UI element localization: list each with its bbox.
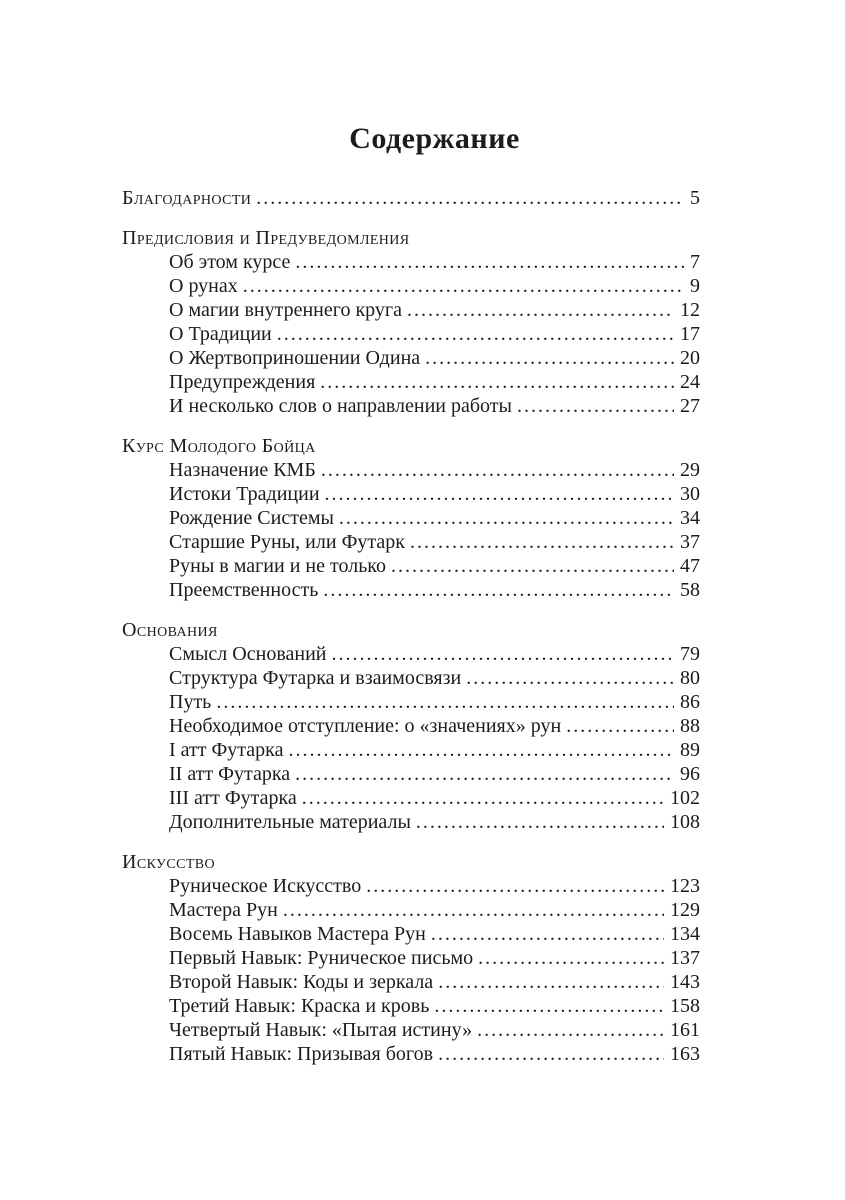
toc-entry-page: 88 — [680, 715, 700, 737]
toc-entry-label: Второй Навык: Коды и зеркала — [169, 971, 434, 993]
toc-section-heading — [122, 850, 700, 874]
toc-section — [122, 434, 700, 602]
toc-leader-dots — [283, 898, 664, 922]
toc-leader-dots — [517, 394, 674, 418]
toc-entry-label: Четвертый Навык: «Пытая истину» — [169, 1019, 473, 1041]
toc-entry-row — [122, 666, 700, 690]
toc-entry-label: Восемь Навыков Мастера Рун — [169, 923, 426, 945]
toc-leader-dots — [295, 250, 684, 274]
toc-section-heading-label: Курс Молодого Бойца — [122, 435, 316, 457]
toc-entry-label: Благодарности — [122, 187, 252, 209]
toc-entry-row — [122, 554, 700, 578]
toc-entry-page: 123 — [670, 875, 700, 897]
toc-leader-dots — [325, 482, 674, 506]
toc-entry-row — [122, 186, 700, 210]
toc-entry-row — [122, 506, 700, 530]
toc-leader-dots — [466, 666, 674, 690]
toc-entry-label: Руническое Искусство — [169, 875, 362, 897]
toc-entry-label: Назначение КМБ — [169, 459, 316, 481]
toc-leader-dots — [478, 946, 664, 970]
toc-entry-label: О Жертвоприношении Одина — [169, 347, 421, 369]
toc-section — [122, 618, 700, 834]
toc-entry-page: 27 — [680, 395, 700, 417]
toc-leader-dots — [425, 346, 674, 370]
toc-entry-page: 29 — [680, 459, 700, 481]
toc-entry-label: Преемственность — [169, 579, 319, 601]
toc-entry-page: 163 — [670, 1043, 700, 1065]
toc-entry-row — [122, 370, 700, 394]
toc-entry-page: 96 — [680, 763, 700, 785]
toc-leader-dots — [407, 298, 674, 322]
toc-entry-page: 24 — [680, 371, 700, 393]
toc-entry-label: Руны в магии и не только — [169, 555, 387, 577]
toc-section-heading-label: Основания — [122, 619, 218, 641]
toc-leader-dots — [323, 578, 674, 602]
toc-entry-row — [122, 922, 700, 946]
toc-section-heading-label: Предисловия и Предуведомления — [122, 227, 410, 249]
toc-leader-dots — [477, 1018, 664, 1042]
toc-entry-row — [122, 994, 700, 1018]
toc-entry-row — [122, 578, 700, 602]
toc-leader-dots — [288, 738, 674, 762]
toc-leader-dots — [438, 970, 664, 994]
toc-leader-dots — [256, 186, 684, 210]
toc-entry-label: Необходимое отступление: о «значениях» рун — [169, 715, 562, 737]
toc-leader-dots — [438, 1042, 664, 1066]
toc-entry-label: Истоки Традиции — [169, 483, 320, 505]
toc-entry-label: II атт Футарка — [169, 763, 291, 785]
toc-entry-row — [122, 1018, 700, 1042]
toc-entry-row — [122, 274, 700, 298]
toc-entry-page: 5 — [690, 187, 700, 209]
toc-entry-label: Третий Навык: Краска и кровь — [169, 995, 430, 1017]
toc-entry-label: Рождение Системы — [169, 507, 334, 529]
toc-entry-row — [122, 970, 700, 994]
toc-leader-dots — [339, 506, 674, 530]
toc-leader-dots — [331, 642, 674, 666]
toc-section — [122, 226, 700, 418]
toc-entry-label: Старшие Руны, или Футарк — [169, 531, 405, 553]
toc-entry-row — [122, 714, 700, 738]
toc-entry-label: III атт Футарка — [169, 787, 297, 809]
toc-entry-page: 37 — [680, 531, 700, 553]
toc-leader-dots — [566, 714, 674, 738]
toc-entry-label: Пятый Навык: Призывая богов — [169, 1043, 434, 1065]
toc-entry-row — [122, 810, 700, 834]
toc-entry-row — [122, 322, 700, 346]
toc-section-heading — [122, 618, 700, 642]
toc-entry-page: 89 — [680, 739, 700, 761]
toc-entry-label: И несколько слов о направлении работы — [169, 395, 512, 417]
toc-entry-label: О магии внутреннего круга — [169, 299, 402, 321]
toc-entry-page: 9 — [690, 275, 700, 297]
toc-entry-row — [122, 458, 700, 482]
toc-entry-page: 79 — [680, 643, 700, 665]
toc-entry-label: Первый Навык: Руническое письмо — [169, 947, 474, 969]
toc-entry-page: 58 — [680, 579, 700, 601]
toc-entry-page: 17 — [680, 323, 700, 345]
toc-entry-label: Структура Футарка и взаимосвязи — [169, 667, 462, 689]
toc-entry-page: 143 — [670, 971, 700, 993]
toc-entry-row — [122, 482, 700, 506]
toc-entry-row — [122, 786, 700, 810]
toc-leader-dots — [243, 274, 684, 298]
toc-entry-label: Смысл Оснований — [169, 643, 327, 665]
toc-entry-page: 137 — [670, 947, 700, 969]
toc-entry-label: Предупреждения — [169, 371, 316, 393]
toc-entry-row — [122, 690, 700, 714]
toc-section-heading-label: Искусство — [122, 851, 216, 873]
toc-section-heading — [122, 226, 700, 250]
toc-leader-dots — [391, 554, 674, 578]
toc-entry-row — [122, 394, 700, 418]
toc-entry-row — [122, 874, 700, 898]
toc-leader-dots — [320, 370, 674, 394]
toc-entry-page: 86 — [680, 691, 700, 713]
table-of-contents — [122, 186, 700, 1066]
toc-entry-row — [122, 1042, 700, 1066]
toc-leader-dots — [410, 530, 674, 554]
toc-entry-page: 80 — [680, 667, 700, 689]
toc-leader-dots — [431, 922, 664, 946]
toc-leader-dots — [216, 690, 674, 714]
toc-leader-dots — [295, 762, 674, 786]
toc-entry-page: 158 — [670, 995, 700, 1017]
toc-leader-dots — [366, 874, 664, 898]
toc-entry-label: О Традиции — [169, 323, 272, 345]
toc-entry-label: I атт Футарка — [169, 739, 284, 761]
toc-entry-page: 47 — [680, 555, 700, 577]
toc-entry-page: 161 — [670, 1019, 700, 1041]
toc-entry-row — [122, 346, 700, 370]
toc-entry-row — [122, 762, 700, 786]
toc-leader-dots — [321, 458, 674, 482]
toc-entry-label: Дополнительные материалы — [169, 811, 411, 833]
toc-leader-dots — [277, 322, 674, 346]
toc-entry-label: О рунах — [169, 275, 238, 297]
toc-entry-page: 12 — [680, 299, 700, 321]
toc-entry-row — [122, 530, 700, 554]
toc-entry-page: 108 — [670, 811, 700, 833]
book-toc-page — [0, 122, 845, 1200]
toc-entry-row — [122, 250, 700, 274]
toc-entry-row — [122, 898, 700, 922]
toc-leader-dots — [434, 994, 664, 1018]
toc-entry-page: 30 — [680, 483, 700, 505]
toc-entry-page: 102 — [670, 787, 700, 809]
toc-leader-dots — [302, 786, 664, 810]
toc-section — [122, 850, 700, 1066]
toc-section-heading — [122, 434, 700, 458]
toc-entry-page: 34 — [680, 507, 700, 529]
toc-entry-row — [122, 642, 700, 666]
toc-entry-page: 129 — [670, 899, 700, 921]
toc-entry-label: Об этом курсе — [169, 251, 291, 273]
toc-entry-page: 7 — [690, 251, 700, 273]
toc-entry-row — [122, 298, 700, 322]
toc-entry-row — [122, 738, 700, 762]
toc-entry-label: Мастера Рун — [169, 899, 278, 921]
toc-entry-page: 20 — [680, 347, 700, 369]
toc-entry-row — [122, 946, 700, 970]
toc-entry-label: Путь — [169, 691, 212, 713]
page-title: Содержание — [349, 122, 520, 155]
toc-entry-page: 134 — [670, 923, 700, 945]
toc-leader-dots — [416, 810, 664, 834]
